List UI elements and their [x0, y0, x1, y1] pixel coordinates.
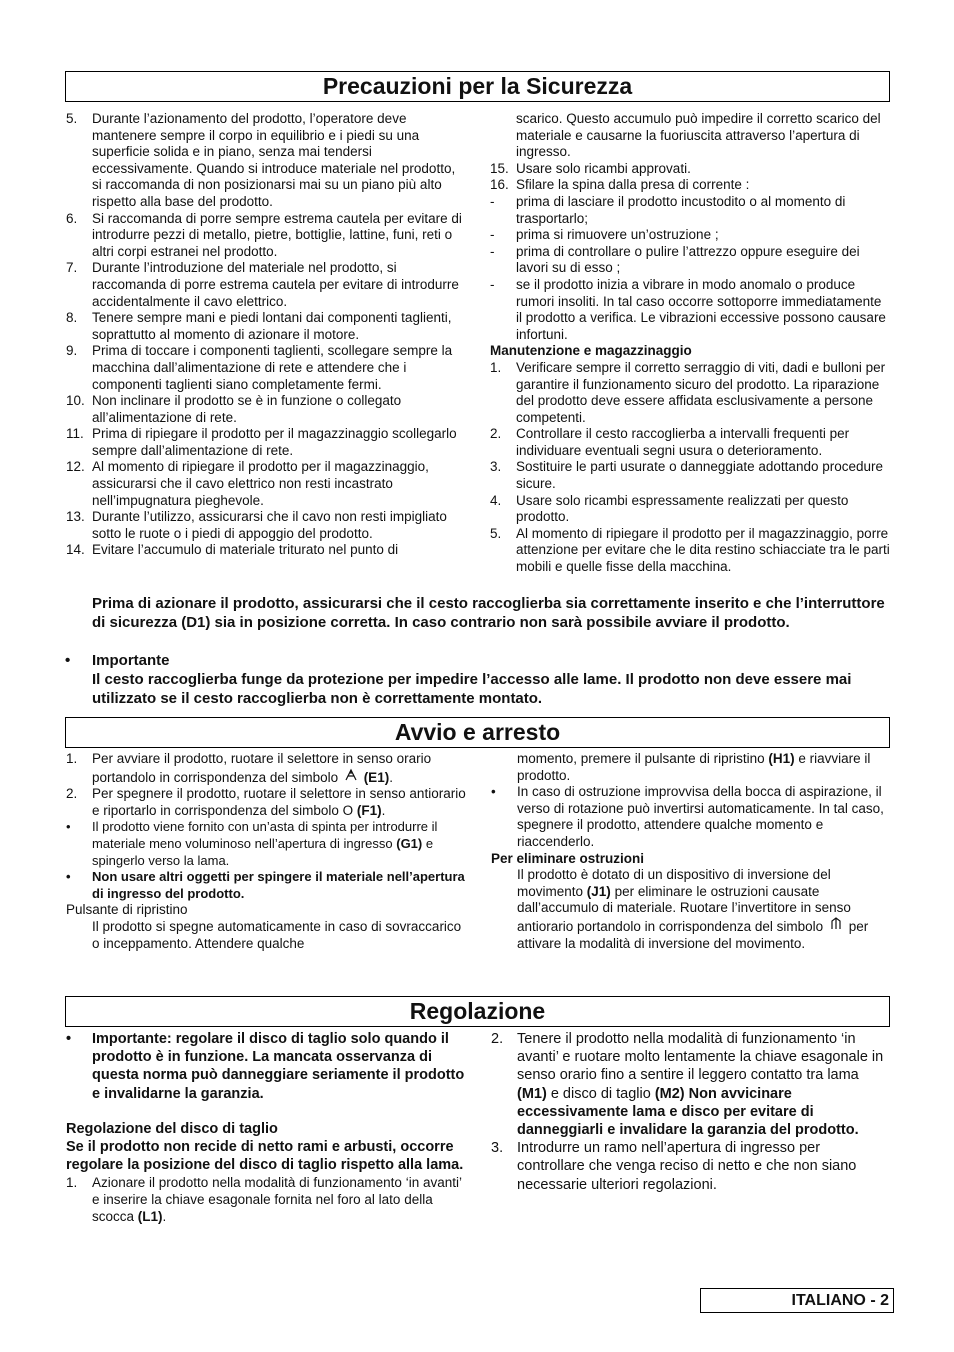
reset-heading: Pulsante di ripristino: [66, 902, 188, 918]
cutting-disc-intro: Se il prodotto non recide di netto rami e arbusti, occorre regolare la posizione del disco di taglio rispetto alla lama.: [66, 1139, 464, 1174]
list-item: 9. Prima di toccare i componenti taglienti, scollegare sempre la macchina dall’alimentazione di rete e attendere che i componenti taglienti siano completamente fermi.: [66, 343, 453, 392]
safety-note: Prima di azionare il prodotto, assicurarsi che il cesto raccoglierba sia correttamente inserito e che l’interruttore di sicurezza (D1) sia in posizione corretta. In caso contrario non sarà possibile avviare il prodotto.: [92, 595, 885, 631]
list-item: 16. Sfilare la spina dalla presa di corrente :: [490, 177, 750, 193]
cutting-disc-heading: Regolazione del disco di taglio: [66, 1120, 278, 1137]
list-item: 1. Verificare sempre il corretto serraggio di viti, dadi e bulloni per garantire il funzionamento sicuro del prodotto. La riparazione del prodotto deve essere affidata esclusivamente a persone competenti.: [490, 359, 886, 425]
list-item: 7. Durante l’introduzione del materiale nel prodotto, si raccomanda di porre estrema cautela per evitare di introdurre accidentalmente il cavo elettrico.: [66, 260, 459, 309]
list-item: 8. Tenere sempre mani e piedi lontani dai componenti taglienti, soprattutto al momento di azionare il motore.: [66, 310, 452, 342]
list-item: 6. Si raccomanda di porre sempre estrema cautela per evitare di introdurre pezzi di metallo, pietre, bottiglie, lattine, funi, reti o altri corpi estranei nel prodotto.: [66, 210, 462, 259]
safety-left-column: [66, 111, 464, 559]
maintenance-heading: Manutenzione e magazzinaggio: [490, 343, 692, 359]
list-item: 2. Controllare il cesto raccoglierba a intervalli frequenti per individuare eventuali segni usura o deterioramento.: [490, 426, 850, 458]
important-line: [65, 651, 892, 670]
reverse-symbol-icon: [827, 917, 845, 931]
list-item: - se il prodotto inizia a vibrare in modo anomalo o produce rumori insoliti. In tal caso occorre sottoporre immediatamente il prodotto a verifica. Le vibrazioni eccessive possono causare infortuni.: [490, 276, 886, 342]
list-item: • Importante: regolare il disco di taglio solo quando il prodotto è in funzione. La mancata osservanza di questa norma può danneggiare seriamente il prodotto e invalidarne la garanzia.: [66, 1031, 465, 1102]
list-item: 4. Usare solo ricambi espressamente realizzati per questo prodotto.: [490, 492, 849, 525]
adjust-left-column: [66, 1030, 466, 1225]
section-title-safety: Precauzioni per la Sicurezza: [65, 71, 890, 102]
list-item: 5. Al momento di ripiegare il prodotto per il magazzinaggio, porre attenzione per evitare che le dita restino schiacciate tra le parti mobili e quelle fisse della macchina.: [490, 525, 890, 575]
on-symbol-icon: [342, 768, 360, 782]
adjust-right-column: [491, 1030, 891, 1194]
section-title-start: Avvio e arresto: [65, 717, 890, 748]
list-item: scarico. Questo accumulo può impedire il corretto scarico del materiale e causarne la fuoriuscita attraverso l’apertura di ingresso.: [516, 111, 881, 160]
list-item: 5. Durante l’azionamento del prodotto, l’operatore deve mantenere sempre il corpo in equilibrio e i piedi su una superficie solida e in piano, senza mai tendersi eccessivamente. Quando si introduce materiale nel prodotto, si raccomanda di non posizionarsi mai su un piano più alto rispetto alla base del prodotto.: [66, 111, 456, 209]
list-item: • In caso di ostruzione improvvisa della bocca di aspirazione, il verso di rotazione può invertirsi automaticamente. In tal caso, spegnere il prodotto, attendere qualche momento e riaccenderlo.: [491, 784, 884, 849]
important-label: Importante: [92, 652, 170, 669]
list-item: - prima di controllare o pulire l’attrezzo oppure eseguire dei lavori su di esso ;: [490, 243, 860, 276]
list-item: 10. Non inclinare il prodotto se è in funzione o collegato all’alimentazione di rete.: [66, 393, 402, 425]
list-item: 12. Al momento di ripiegare il prodotto per il magazzinaggio, assicurarsi che il cavo elettrico non resti incastrato nell’impugnatura pieghevole.: [66, 459, 429, 508]
list-item: 3. Sostituire le parti usurate o danneggiate adottando procedure sicure.: [490, 459, 884, 492]
list-item: 2. Tenere il prodotto nella modalità di funzionamento ‘in avanti’ e ruotare molto lentamente la chiave esagonale in senso orario fino a sentire il leggero contatto tra lama (M1) e disco di taglio (M2) Non avvicinare eccessivamente lama e disco per evitare di danneggiarli e invalidare la garanzia del prodotto.: [491, 1031, 884, 1139]
start-left-column: [66, 751, 466, 952]
page-footer: ITALIANO - 2: [700, 1288, 894, 1313]
list-item: 14. Evitare l’accumulo di materiale triturato nel punto di: [66, 542, 399, 558]
list-item: 11. Prima di ripiegare il prodotto per il magazzinaggio scollegarlo sempre dall’alimentazione di rete.: [66, 426, 457, 458]
safety-right-column: [490, 111, 890, 576]
list-item: - prima di lasciare il prodotto incustodito o al momento di trasportarlo;: [490, 193, 846, 226]
section-title-adjust: Regolazione: [65, 996, 890, 1027]
list-item: 3. Introdurre un ramo nell’apertura di ingresso per controllare che venga reciso di netto e che non siano necessarie ulteriori regolazioni.: [491, 1140, 857, 1193]
list-item: 1. Per avviare il prodotto, ruotare il selettore in senso orario portandolo in corrispondenza del simbolo (E1).: [66, 751, 432, 785]
obstruction-text: Il prodotto è dotato di un dispositivo di inversione del movimento (J1) per eliminare le ostruzioni causate dall’accumulo di materiale. Ruotare l’invertitore in senso antiorario portandolo in corrispondenza del simbolo per attivare la modalità di inversione del movimento.: [517, 867, 869, 951]
list-item: • Il prodotto viene fornito con un’asta di spinta per introdurre il materiale meno voluminoso nell’apertura di ingresso (G1) e spingerlo verso la lama.: [66, 819, 438, 868]
obstruction-heading: Per eliminare ostruzioni: [491, 850, 645, 866]
list-item: 2. Per spegnere il prodotto, ruotare il selettore in senso antiorario e riportarlo in corrispondenza del simbolo O (F1).: [66, 786, 466, 818]
list-item: 1. Azionare il prodotto nella modalità di funzionamento ‘in avanti’ e inserire la chiave esagonale fornita nel foro al lato della scocca (L1).: [66, 1175, 462, 1225]
list-item: • Non usare altri oggetti per spingere il materiale nell’apertura di ingresso del prodotto.: [66, 869, 465, 901]
list-item: 15. Usare solo ricambi approvati.: [490, 160, 691, 176]
list-item: - prima si rimuovere un’ostruzione ;: [490, 227, 719, 243]
reset-text: Il prodotto si spegne automaticamente in caso di sovraccarico o inceppamento. Attendere qualche: [92, 918, 462, 951]
bullet: •: [65, 652, 71, 669]
list-item: 13. Durante l’utilizzo, assicurarsi che il cavo non resti impigliato sotto le ruote o i piedi di appoggio del prodotto.: [66, 509, 447, 541]
start-right-column: [491, 751, 891, 952]
reset-text-cont: momento, premere il pulsante di ripristino (H1) e riavviare il prodotto.: [517, 751, 871, 783]
important-note: Il cesto raccoglierba funge da protezione per impedire l’accesso alle lame. Il prodotto non deve essere mai utilizzato se il cesto raccoglierba non è correttamente montato.: [92, 671, 852, 707]
